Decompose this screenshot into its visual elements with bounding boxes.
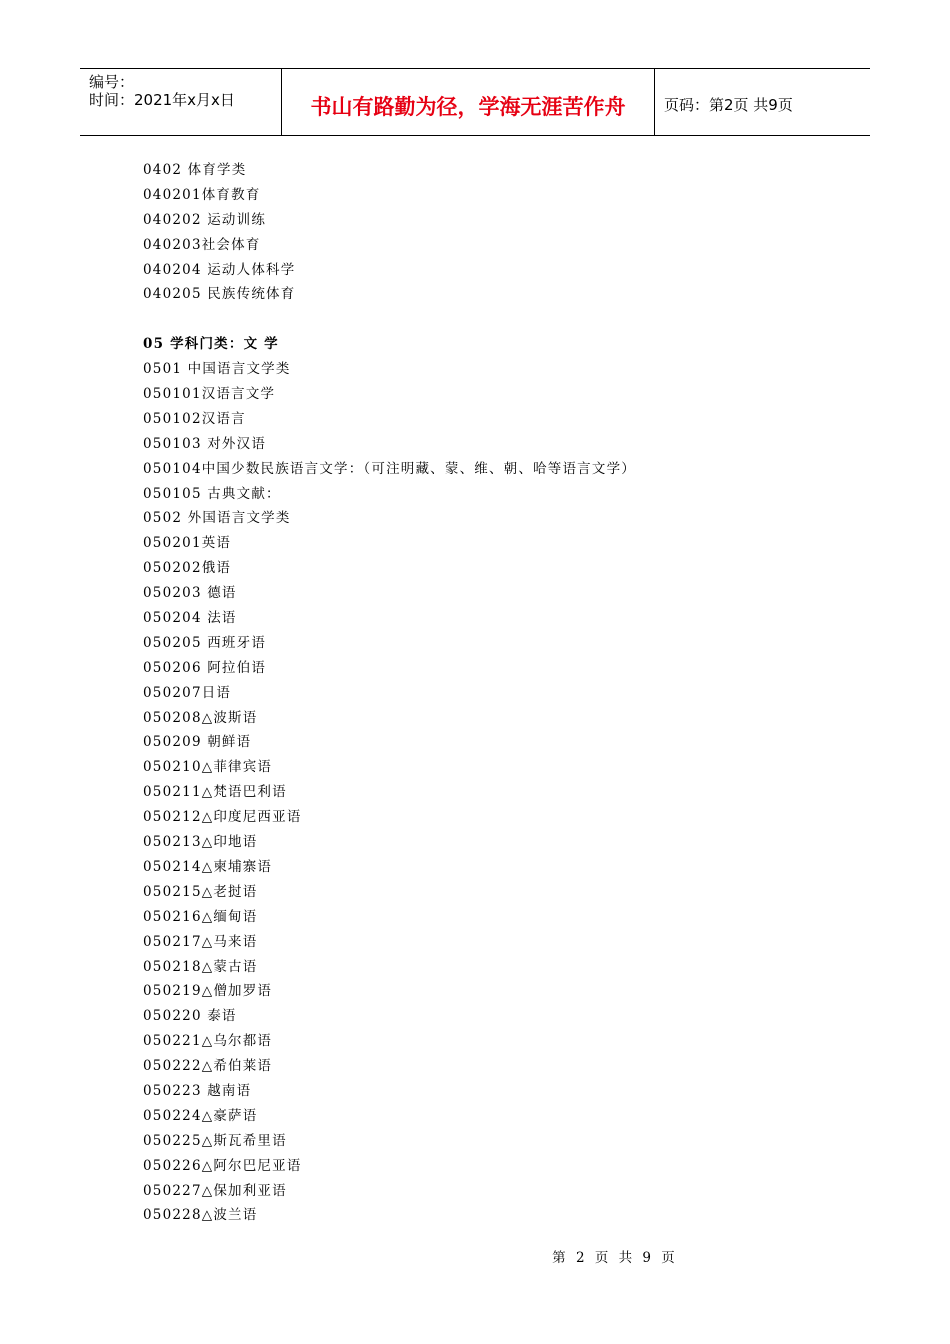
list-item: 050105 古典文献： xyxy=(143,485,281,502)
section-gap xyxy=(143,307,843,332)
header-left-cell xyxy=(80,69,282,135)
list-item: 050208△波斯语 xyxy=(143,709,258,726)
list-item: 040201体育教育 xyxy=(143,186,261,203)
section-heading: 05 学科门类：文 学 xyxy=(143,336,279,353)
list-item: 050214△柬埔寨语 xyxy=(143,858,273,875)
list-item: 050101汉语言文学 xyxy=(143,386,276,403)
header-motto: 书山有路勤为径，学海无涯苦作舟 xyxy=(310,95,626,119)
list-item: 050202俄语 xyxy=(143,560,232,577)
list-item: 050205 西班牙语 xyxy=(143,634,267,651)
list-item: 050104中国少数民族语言文学：（可注明藏、蒙、维、朝、哈等语言文学） xyxy=(143,460,636,477)
list-item: 040204 运动人体科学 xyxy=(143,261,296,278)
header-right-cell xyxy=(655,69,870,135)
list-item: 040202 运动训练 xyxy=(143,211,267,228)
list-item: 0501 中国语言文学类 xyxy=(143,361,291,378)
page-footer: 第 2 页 共 9 页 xyxy=(552,1250,678,1266)
list-item: 0402 体育学类 xyxy=(143,162,247,178)
document-date-label: 时间：2021年x月x日 xyxy=(89,91,235,109)
list-item: 050218△蒙古语 xyxy=(143,958,258,975)
list-item: 040205 民族传统体育 xyxy=(143,286,296,303)
list-item: 050211△梵语巴利语 xyxy=(143,784,287,801)
list-item: 040203社会体育 xyxy=(143,236,261,253)
list-item: 050206 阿拉伯语 xyxy=(143,659,267,676)
list-item: 050228△波兰语 xyxy=(143,1207,258,1224)
list-item: 050217△马来语 xyxy=(143,933,258,950)
list-item: 050227△保加利亚语 xyxy=(143,1182,287,1199)
list-item: 050220 泰语 xyxy=(143,1008,237,1025)
list-item: 050209 朝鲜语 xyxy=(143,734,252,751)
list-item: 050219△僧加罗语 xyxy=(143,983,273,1000)
document-body xyxy=(143,158,843,1228)
list-item: 0502 外国语言文学类 xyxy=(143,510,291,527)
list-item: 050223 越南语 xyxy=(143,1082,252,1099)
list-item: 050201英语 xyxy=(143,535,232,552)
header-page-info: 页码：第2页 共9页 xyxy=(664,96,793,114)
document-number-label: 编号： xyxy=(89,73,135,91)
list-item: 050226△阿尔巴尼亚语 xyxy=(143,1157,302,1174)
list-item: 050204 法语 xyxy=(143,610,237,627)
list-item: 050224△豪萨语 xyxy=(143,1107,258,1124)
list-item: 050207日语 xyxy=(143,684,232,701)
list-item: 050102汉语言 xyxy=(143,410,246,427)
list-item: 050210△菲律宾语 xyxy=(143,759,273,776)
list-item: 050216△缅甸语 xyxy=(143,908,258,925)
list-item: 050222△希伯莱语 xyxy=(143,1058,273,1075)
list-item: 050221△乌尔都语 xyxy=(143,1033,273,1050)
list-item: 050212△印度尼西亚语 xyxy=(143,809,302,826)
list-item: 050203 德语 xyxy=(143,585,237,602)
list-item: 050215△老挝语 xyxy=(143,883,258,900)
list-item: 050213△印地语 xyxy=(143,834,258,851)
page-header xyxy=(80,68,870,136)
list-item: 050225△斯瓦希里语 xyxy=(143,1132,287,1149)
list-item: 050103 对外汉语 xyxy=(143,435,267,452)
header-middle-cell xyxy=(282,69,655,135)
